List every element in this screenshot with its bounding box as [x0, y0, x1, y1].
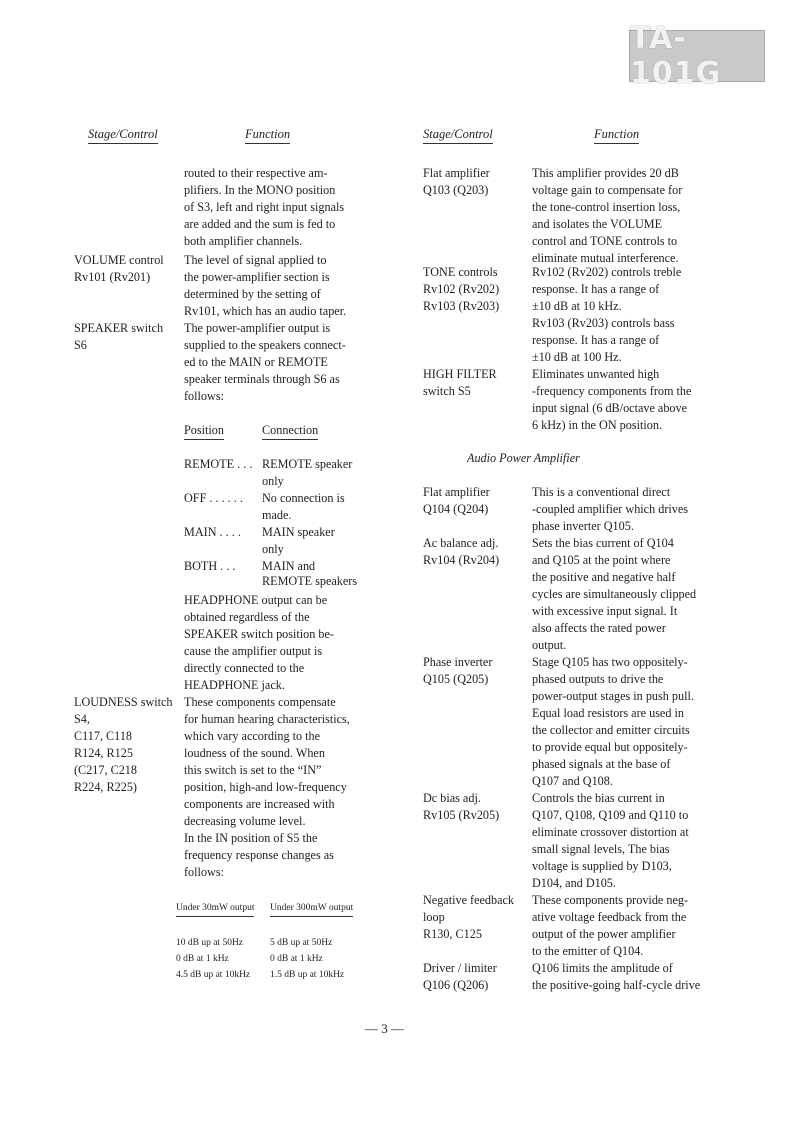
- entry-label: TONE controls: [423, 265, 498, 279]
- position-connection: only: [262, 474, 284, 488]
- text-line: voltage gain to compensate for: [532, 183, 683, 197]
- text-line: response. It has a range of: [532, 282, 660, 296]
- table-header: Under 30mW output: [176, 900, 254, 917]
- text-line: output of the power amplifier: [532, 927, 676, 941]
- text-line: Q107, Q108, Q109 and Q110 to: [532, 808, 689, 822]
- text-line: plifiers. In the MONO position: [184, 183, 336, 197]
- entry-label: Rv105 (Rv205): [423, 808, 500, 822]
- text-line: Stage Q105 has two oppositely-: [532, 655, 688, 669]
- text-line: eliminate crossover distortion at: [532, 825, 689, 839]
- text-line: SPEAKER switch position be-: [184, 627, 334, 641]
- entry-label: loop: [423, 910, 445, 924]
- entry-label: Rv104 (Rv204): [423, 553, 500, 567]
- entry-label: S6: [74, 338, 87, 352]
- text-line: of S3, left and right input signals: [184, 200, 345, 214]
- text-line: Q106 limits the amplitude of: [532, 961, 673, 975]
- text-line: D104, and D105.: [532, 876, 616, 890]
- text-line: response. It has a range of: [532, 333, 660, 347]
- entry-label: LOUDNESS switch: [74, 695, 173, 709]
- table-cell: 1.5 dB up at 10kHz: [270, 970, 345, 980]
- text-line: This is a conventional direct: [532, 485, 671, 499]
- text-line: also affects the rated power: [532, 621, 666, 635]
- text-line: routed to their respective am-: [184, 166, 328, 180]
- entry-label: Q106 (Q206): [423, 978, 489, 992]
- entry-label: R224, R225): [74, 780, 137, 794]
- text-line: and isolates the VOLUME: [532, 217, 663, 231]
- text-line: the power-amplifier section is: [184, 270, 330, 284]
- entry-label: Rv102 (Rv202): [423, 282, 500, 296]
- entry-label: Driver / limiter: [423, 961, 497, 975]
- text-line: voltage is supplied by D103,: [532, 859, 672, 873]
- text-line: control and TONE controls to: [532, 234, 678, 248]
- left-header-function: Function: [245, 127, 290, 144]
- text-line: position, high-and low-frequency: [184, 780, 347, 794]
- table-header: Under 300mW output: [270, 900, 353, 917]
- text-line: Eliminates unwanted high: [532, 367, 660, 381]
- entry-label: HIGH FILTER: [423, 367, 497, 381]
- text-line: In the IN position of S5 the: [184, 831, 318, 845]
- entry-label: (C217, C218: [74, 763, 137, 777]
- model-logo: TA-101G: [629, 30, 765, 82]
- right-header-function: Function: [594, 127, 639, 144]
- text-line: components are increased with: [184, 797, 335, 811]
- entry-label: S4,: [74, 712, 90, 726]
- entry-label: R124, R125: [74, 746, 133, 760]
- position-connection: MAIN and: [262, 559, 316, 573]
- text-line: These components compensate: [184, 695, 336, 709]
- entry-label: R130, C125: [423, 927, 482, 941]
- entry-label: C117, C118: [74, 729, 133, 743]
- entry-label: Negative feedback: [423, 893, 515, 907]
- text-line: The level of signal applied to: [184, 253, 327, 267]
- text-line: phase inverter Q105.: [532, 519, 634, 533]
- text-line: Sets the bias current of Q104: [532, 536, 674, 550]
- connection-header: Connection: [262, 422, 318, 440]
- text-line: HEADPHONE jack.: [184, 678, 285, 692]
- text-line: for human hearing characteristics,: [184, 712, 350, 726]
- text-line: both amplifier channels.: [184, 234, 303, 248]
- text-line: frequency response changes as: [184, 848, 334, 862]
- entry-label: Rv101 (Rv201): [74, 270, 151, 284]
- text-line: supplied to the speakers connect-: [184, 338, 346, 352]
- text-line: loudness of the sound. When: [184, 746, 325, 760]
- text-line: These components provide neg-: [532, 893, 689, 907]
- text-line: ative voltage feedback from the: [532, 910, 687, 924]
- text-line: -frequency components from the: [532, 384, 692, 398]
- entry-label: Q105 (Q205): [423, 672, 489, 686]
- position-connection: made.: [262, 508, 292, 522]
- entry-label: Phase inverter: [423, 655, 493, 669]
- text-line: Controls the bias current in: [532, 791, 665, 805]
- position-connection: MAIN speaker: [262, 525, 335, 539]
- entry-label: Q104 (Q204): [423, 502, 489, 516]
- text-line: obtained regardless of the: [184, 610, 310, 624]
- entry-label: Q103 (Q203): [423, 183, 489, 197]
- entry-label: Rv103 (Rv203): [423, 299, 500, 313]
- text-line: decreasing volume level.: [184, 814, 306, 828]
- text-line: directly connected to the: [184, 661, 305, 675]
- text-line: this switch is set to the “IN”: [184, 763, 322, 777]
- text-line: and Q105 at the point where: [532, 553, 671, 567]
- text-line: Rv101, which has an audio taper.: [184, 304, 347, 318]
- table-cell: 5 dB up at 50Hz: [270, 938, 333, 948]
- position-connection: No connection is: [262, 491, 345, 505]
- position-connection: REMOTE speaker: [262, 457, 353, 471]
- entry-label: Flat amplifier: [423, 485, 490, 499]
- text-line: to the emitter of Q104.: [532, 944, 644, 958]
- text-line: the tone-control insertion loss,: [532, 200, 681, 214]
- text-line: power-output stages in push pull.: [532, 689, 694, 703]
- text-line: determined by the setting of: [184, 287, 321, 301]
- text-line: 6 kHz) in the ON position.: [532, 418, 662, 432]
- position-name: MAIN . . . .: [184, 525, 241, 539]
- table-cell: 0 dB at 1 kHz: [270, 954, 323, 964]
- text-line: ±10 dB at 100 Hz.: [532, 350, 622, 364]
- position-connection: only: [262, 542, 284, 556]
- text-line: -coupled amplifier which drives: [532, 502, 689, 516]
- text-line: the positive and negative half: [532, 570, 676, 584]
- text-line: small signal levels, The bias: [532, 842, 670, 856]
- text-line: eliminate mutual interference.: [532, 251, 679, 265]
- text-line: to provide equal but oppositely-: [532, 740, 688, 754]
- text-line: with excessive input signal. It: [532, 604, 678, 618]
- text-line: input signal (6 dB/octave above: [532, 401, 688, 415]
- text-line: Rv102 (Rv202) controls treble: [532, 265, 682, 279]
- page-number: — 3 —: [365, 1021, 404, 1036]
- text-line: which vary according to the: [184, 729, 321, 743]
- table-cell: 0 dB at 1 kHz: [176, 954, 229, 964]
- entry-label: Ac balance adj.: [423, 536, 499, 550]
- text-line: output.: [532, 638, 567, 652]
- text-line: Q107 and Q108.: [532, 774, 613, 788]
- text-line: the collector and emitter circuits: [532, 723, 690, 737]
- text-line: This amplifier provides 20 dB: [532, 166, 679, 180]
- text-line: follows:: [184, 865, 224, 879]
- position-header: Position: [184, 422, 224, 440]
- table-cell: 10 dB up at 50Hz: [176, 938, 244, 948]
- text-line: speaker terminals through S6 as: [184, 372, 340, 386]
- entry-label: VOLUME control: [74, 253, 164, 267]
- text-line: the positive-going half-cycle drive: [532, 978, 701, 992]
- text-line: HEADPHONE output can be: [184, 593, 328, 607]
- text-line: cycles are simultaneously clipped: [532, 587, 697, 601]
- text-line: follows:: [184, 389, 224, 403]
- position-name: BOTH . . .: [184, 559, 236, 573]
- entry-label: Dc bias adj.: [423, 791, 481, 805]
- text-line: Rv103 (Rv203) controls bass: [532, 316, 675, 330]
- entry-label: Flat amplifier: [423, 166, 490, 180]
- text-line: phased outputs to drive the: [532, 672, 664, 686]
- left-header-stage: Stage/Control: [88, 127, 158, 144]
- text-line: cause the amplifier output is: [184, 644, 323, 658]
- text-line: ±10 dB at 10 kHz.: [532, 299, 622, 313]
- table-cell: 4.5 dB up at 10kHz: [176, 970, 251, 980]
- text-line: The power-amplifier output is: [184, 321, 331, 335]
- position-name: OFF . . . . . .: [184, 491, 243, 505]
- text-line: are added and the sum is fed to: [184, 217, 336, 231]
- entry-label: switch S5: [423, 384, 471, 398]
- position-name: REMOTE . . .: [184, 457, 253, 471]
- text-line: phased signals at the base of: [532, 757, 671, 771]
- right-header-stage: Stage/Control: [423, 127, 493, 144]
- entry-label: SPEAKER switch: [74, 321, 164, 335]
- text-line: Equal load resistors are used in: [532, 706, 684, 720]
- position-connection: REMOTE speakers: [262, 574, 358, 588]
- section-title: Audio Power Amplifier: [467, 451, 580, 465]
- text-line: ed to the MAIN or REMOTE: [184, 355, 328, 369]
